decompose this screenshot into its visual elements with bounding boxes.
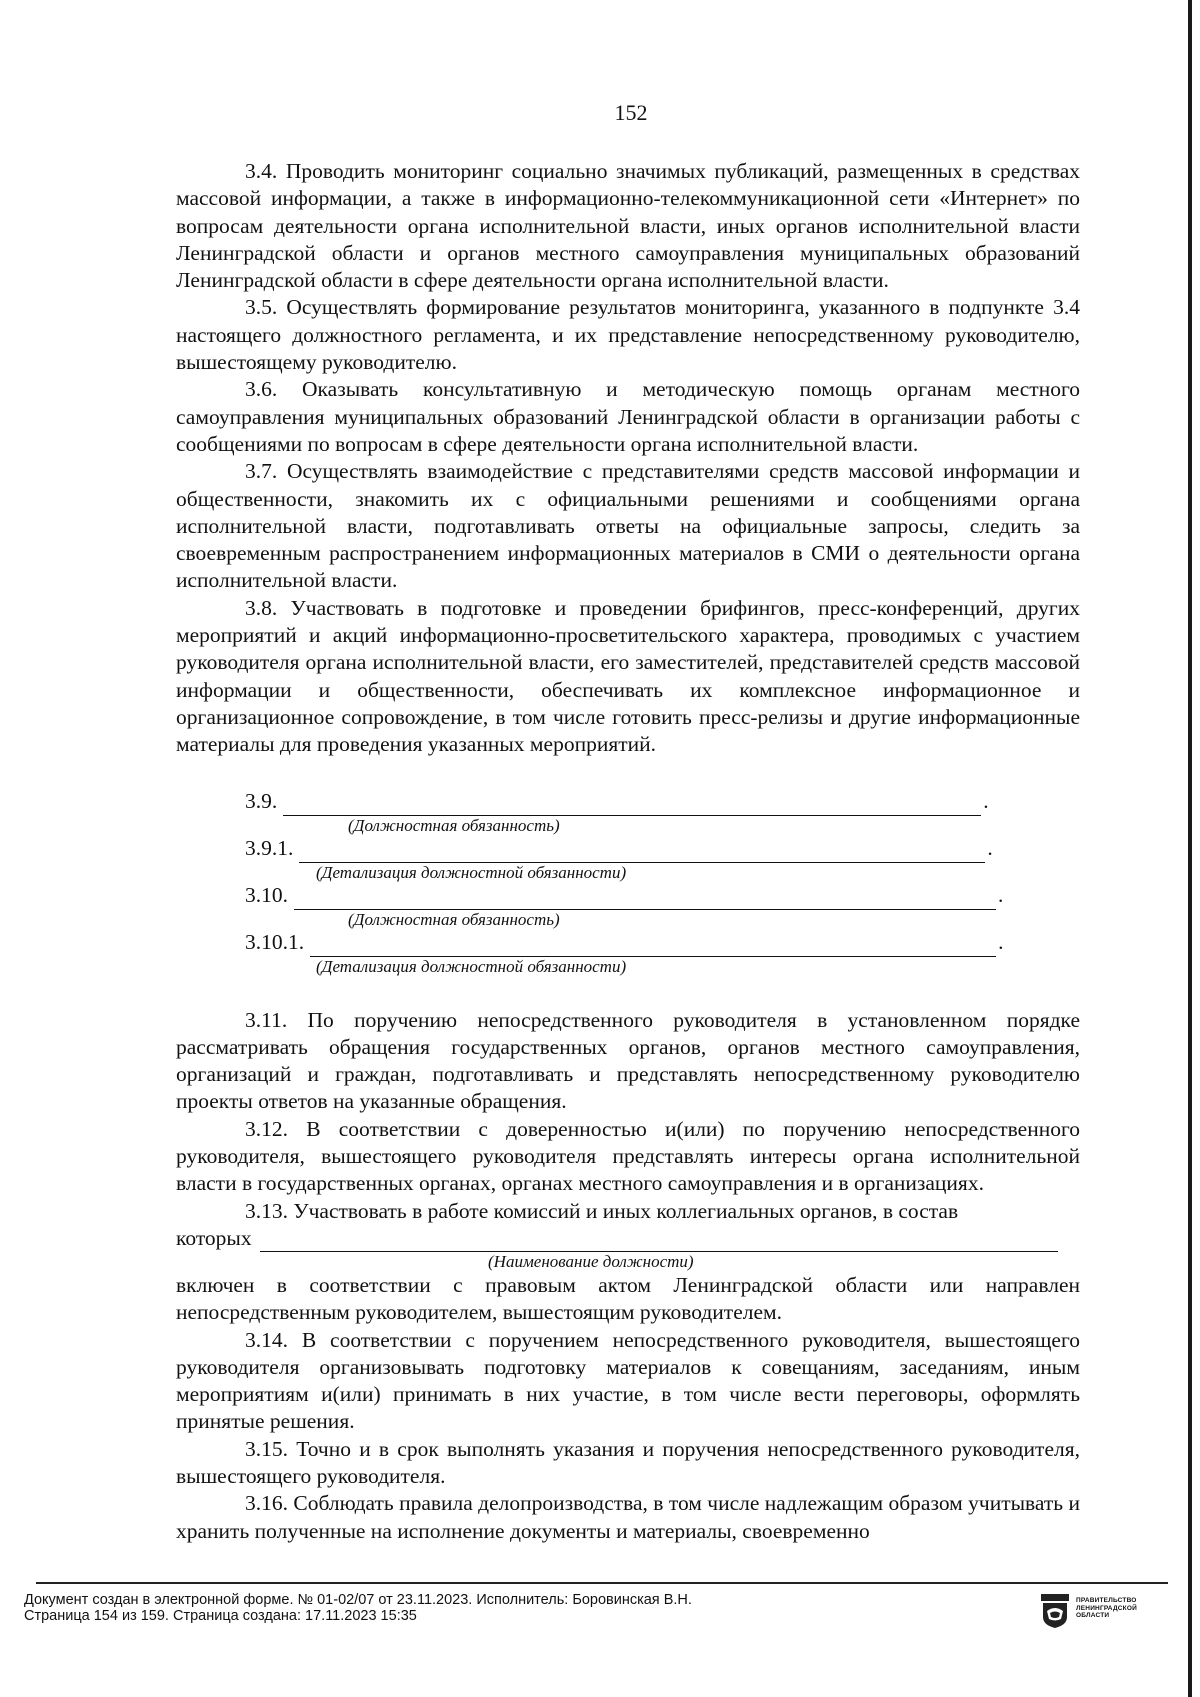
paragraph-3-11: 3.11. По поручению непосредственного руководителя в установленном порядке рассматривать обращения государственных органов, органов местного самоуправления, организаций и граждан, подготавливать и представлять непосредственному руководителю проекты ответов на указанные обращения. bbox=[176, 1007, 1080, 1114]
right-edge-rule bbox=[1188, 0, 1192, 1697]
paragraph-3-15: 3.15. Точно и в срок выполнять указания и поручения непосредственного руководителя, вышестоящего руководителя. bbox=[176, 1436, 1080, 1488]
paragraph-3-14: 3.14. В соответствии с поручением непосредственного руководителя, вышестоящего руководителя организовывать подготовку материалов к совещаниям, заседаниям, иным мероприятиям и(или) принимать в них участие, в том числе вести переговоры, оформлять принятые решения. bbox=[176, 1327, 1080, 1434]
blank-caption: (Наименование должности) bbox=[488, 1251, 694, 1271]
paragraph-3-6: 3.6. Оказывать консультативную и методическую помощь органам местного самоуправления муниципальных образований Ленинградской области в организации работы с сообщениями по вопросам в сфере деятельности органа исполнительной власти. bbox=[176, 377, 1080, 456]
paragraph-3-5: 3.5. Осуществлять формирование результатов мониторинга, указанного в подпункте 3.4 настоящего должностного регламента, и их представление непосредственному руководителю, вышестоящему руководителю. bbox=[176, 295, 1080, 375]
blank-caption: (Должностная обязанность) bbox=[348, 909, 560, 929]
document-body bbox=[176, 158, 1080, 1545]
fill-in-line bbox=[283, 794, 981, 816]
government-logo-text: ПРАВИТЕЛЬСТВО ЛЕНИНГРАДСКОЙ ОБЛАСТИ bbox=[1076, 1597, 1137, 1619]
paragraph-3-8: 3.8. Участвовать в подготовке и проведении брифингов, пресс-конференций, других мероприятий и акций информационно-просветительского характера, проводимых с участием руководителя органа исполнительной власти, его заместителей, представителей средств массовой информации и общественности, обеспечивать их комплексное информационное и организационное сопровождение, в том числе готовить пресс-релизы и другие информационные материалы для проведения указанных мероприятий. bbox=[176, 595, 1080, 757]
blank-item-3-10-1: 3.10.1. . bbox=[176, 930, 1080, 957]
fill-in-line bbox=[260, 1230, 1058, 1252]
paragraph-3-12: 3.12. В соответствии с доверенностью и(или) по поручению непосредственного руководителя, вышестоящего руководителя представлять интересы органа исполнительной власти в государственных органах, органах местного самоуправления и в организациях. bbox=[176, 1116, 1080, 1196]
blank-caption: (Детализация должностной обязанности) bbox=[316, 862, 627, 882]
paragraph-3-13-rest: включен в соответствии с правовым актом Ленинградской области или направлен непосредственным руководителем, вышестоящим руководителем. bbox=[176, 1272, 1080, 1325]
blank-duties-section bbox=[176, 789, 1080, 977]
blank-caption: (Должностная обязанность) bbox=[348, 815, 560, 835]
paragraph-3-13-first-line: 3.13. Участвовать в работе комиссий и иных коллегиальных органов, в состав bbox=[245, 1198, 959, 1223]
commission-member-line bbox=[176, 1225, 1080, 1252]
paragraph-3-16: 3.16. Соблюдать правила делопроизводства, в том числе надлежащим образом учитывать и хранить полученные на исполнение документы и материалы, своевременно bbox=[176, 1491, 1080, 1543]
fill-in-line bbox=[299, 841, 985, 863]
blank-number: 3.10.1. bbox=[245, 930, 305, 955]
blank-item-3-9: 3.9. . bbox=[176, 789, 1080, 816]
blank-item-3-10: 3.10. . bbox=[176, 883, 1080, 910]
fill-in-line bbox=[294, 888, 996, 910]
coat-of-arms-icon bbox=[1040, 1593, 1070, 1629]
paragraph-3-7: 3.7. Осуществлять взаимодействие с представителями средств массовой информации и общественности, знакомить их с официальными решениями и сообщениями органа исполнительной власти, подготавливать ответы на официальные запросы, следить за своевременным распространением информационных материалов в СМИ о деятельности органа исполнительной власти. bbox=[176, 459, 1080, 593]
footer-stamp bbox=[24, 1592, 692, 1624]
paragraph-3-4: 3.4. Проводить мониторинг социально значимых публикаций, размещенных в средствах массовой информации, а также в информационно-телекоммуникационной сети «Интернет» по вопросам деятельности органа исполнительной власти, иных органов исполнительной власти Ленинградской области и органов местного самоуправления муниципальных образований Ленинградской области в сфере деятельности органа исполнительной власти. bbox=[176, 159, 1080, 293]
blank-number: 3.9. bbox=[245, 789, 278, 814]
government-logo bbox=[1040, 1593, 1137, 1629]
page-number: 152 bbox=[614, 100, 648, 125]
blank-caption: (Детализация должностной обязанности) bbox=[316, 956, 627, 976]
blank-number: 3.10. bbox=[245, 883, 288, 908]
member-word: которых bbox=[176, 1225, 252, 1250]
blank-number: 3.9.1. bbox=[245, 836, 294, 861]
footer-rule bbox=[36, 1582, 1168, 1584]
footer-line-page: Страница 154 из 159. Страница создана: 17.11.2023 15:35 bbox=[24, 1608, 417, 1624]
blank-item-3-9-1: 3.9.1. . bbox=[176, 836, 1080, 863]
footer-line-document: Документ создан в электронной форме. № 01-02/07 от 23.11.2023. Исполнитель: Боровинская В.Н. bbox=[24, 1592, 692, 1608]
fill-in-line bbox=[310, 935, 996, 957]
